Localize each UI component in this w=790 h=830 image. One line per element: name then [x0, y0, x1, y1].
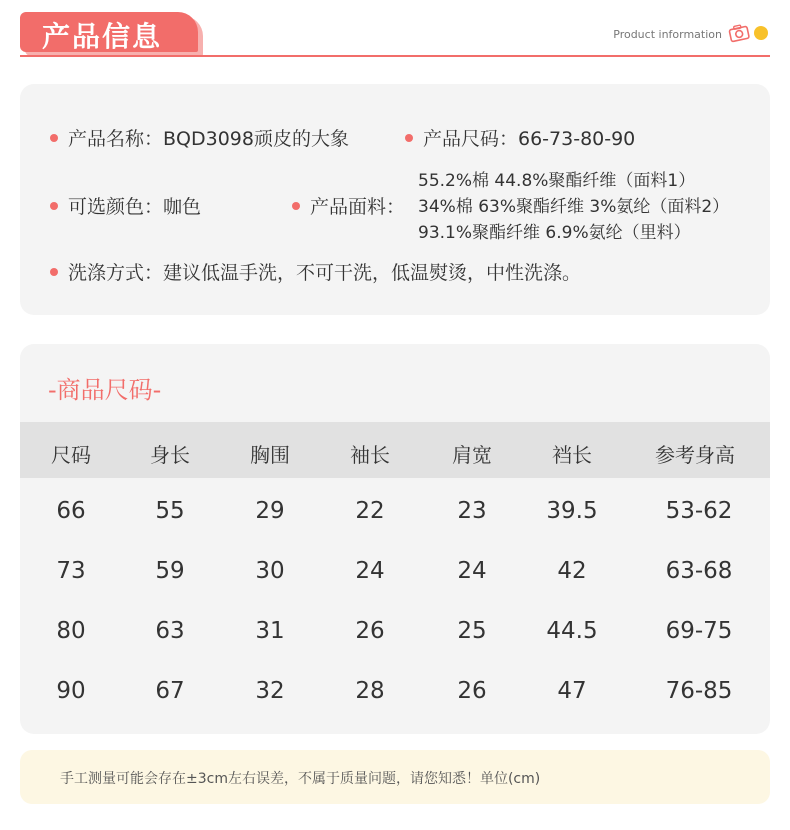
info-item-size — [405, 124, 635, 151]
table-cell: 55 — [155, 498, 185, 524]
bullet-icon — [50, 134, 58, 142]
bullet-icon — [50, 268, 58, 276]
header-cell: 袖长 — [350, 443, 390, 467]
bullet-icon — [50, 202, 58, 210]
section-header — [20, 10, 770, 60]
header-cell: 参考身高 — [655, 443, 735, 467]
table-cell: 28 — [355, 678, 385, 704]
table-cell: 24 — [355, 558, 385, 584]
header-cell: 尺码 — [51, 443, 91, 467]
table-cell: 29 — [255, 498, 285, 524]
decorative-dot — [754, 26, 768, 40]
info-item-name — [50, 124, 349, 151]
info-item-color — [50, 192, 201, 219]
bullet-icon — [405, 134, 413, 142]
table-cell: 69-75 — [665, 618, 733, 644]
table-cell: 39.5 — [546, 498, 598, 524]
table-cell: 63-68 — [665, 558, 733, 584]
table-row — [20, 542, 770, 602]
info-wash-text: 洗涤方式：建议低温手洗，不可干洗，低温熨烫，中性洗涤。 — [68, 262, 582, 284]
header-cell: 裆长 — [552, 443, 592, 467]
table-cell: 76-85 — [665, 678, 733, 704]
header-cell: 肩宽 — [452, 443, 492, 467]
table-cell: 73 — [56, 558, 86, 584]
table-cell: 44.5 — [546, 618, 598, 644]
info-name-text: 产品名称：BQD3098顽皮的大象 — [68, 128, 349, 150]
table-cell: 24 — [457, 558, 487, 584]
fabric-line: 34%棉 63%聚酯纤维 3%氨纶（面料2） — [418, 197, 730, 217]
info-item-fabric — [292, 192, 405, 219]
section-subtitle: Product information — [613, 28, 722, 41]
size-chart-panel — [20, 344, 770, 734]
table-cell: 26 — [355, 618, 385, 644]
camera-icon — [728, 23, 750, 43]
fabric-line: 93.1%聚酯纤维 6.9%氨纶（里料） — [418, 223, 691, 243]
table-cell: 59 — [155, 558, 185, 584]
table-cell: 30 — [255, 558, 285, 584]
header-cell: 身长 — [150, 443, 190, 467]
table-cell: 66 — [56, 498, 86, 524]
table-cell: 22 — [355, 498, 385, 524]
table-cell: 42 — [557, 558, 587, 584]
table-cell: 63 — [155, 618, 185, 644]
info-item-wash — [50, 258, 581, 285]
info-color-text: 可选颜色：咖色 — [68, 196, 202, 218]
table-row — [20, 482, 770, 542]
section-title-tab — [20, 12, 198, 52]
section-title: 产品信息 — [42, 20, 163, 53]
info-fabric-label: 产品面料： — [310, 196, 406, 218]
header-divider — [20, 55, 770, 57]
fabric-lines — [418, 168, 729, 246]
table-cell: 31 — [255, 618, 285, 644]
table-cell: 53-62 — [665, 498, 733, 524]
table-header — [20, 422, 770, 478]
info-size-text: 产品尺码：66-73-80-90 — [423, 128, 636, 150]
product-info-panel — [20, 84, 770, 315]
table-row — [20, 662, 770, 722]
fabric-line: 55.2%棉 44.8%聚酯纤维（面料1） — [418, 171, 696, 191]
table-cell: 47 — [557, 678, 587, 704]
table-cell: 25 — [457, 618, 487, 644]
size-chart-title: -商品尺码- — [48, 376, 162, 404]
table-cell: 80 — [56, 618, 86, 644]
table-cell: 67 — [155, 678, 185, 704]
table-cell: 26 — [457, 678, 487, 704]
table-cell: 90 — [56, 678, 86, 704]
measurement-note-text: 手工测量可能会存在±3cm左右误差，不属于质量问题，请您知悉！单位(cm) — [60, 771, 541, 787]
table-cell: 23 — [457, 498, 487, 524]
header-cell: 胸围 — [250, 443, 290, 467]
table-cell: 32 — [255, 678, 285, 704]
table-row — [20, 602, 770, 662]
bullet-icon — [292, 202, 300, 210]
measurement-note — [20, 750, 770, 804]
